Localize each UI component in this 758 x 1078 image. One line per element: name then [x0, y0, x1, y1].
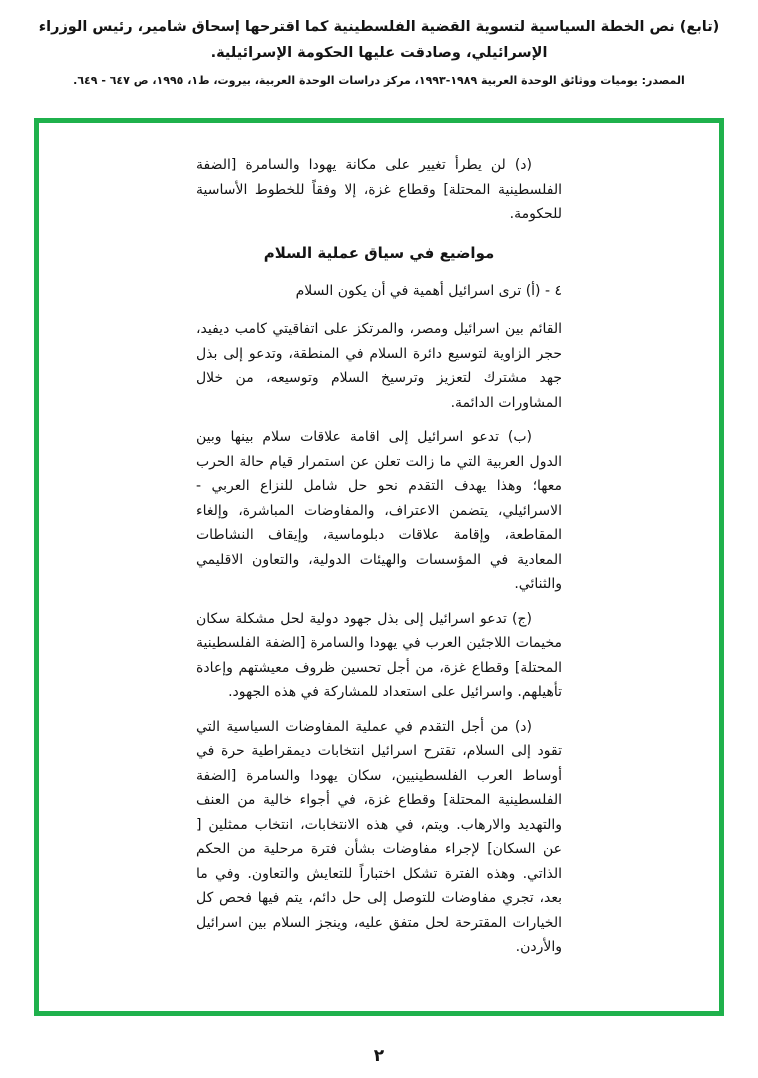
page-number: ٢ [373, 1046, 385, 1066]
paragraph-item-4a-body: القائم بين اسرائيل ومصر، والمرتكز على اتفاقيتي كامب ديفيد، حجر الزاوية لتوسيع دائرة السلام في المنطقة، وتدعو إلى بذل جهد مشترك لتعزيز وترسيخ السلام وتوسيعه، من خلال المشاورات الدائمة. [196, 321, 562, 411]
source-citation-line: المصدر: يوميات ووثائق الوحدة العربية ١٩٨٩-١٩٩٣، مركز دراسات الوحدة العربية، بيروت، ط١، ١٩٩٥، ص ٦٤٧ - ٦٤٩. [73, 74, 685, 88]
text-column [196, 153, 562, 960]
section-heading: مواضيع في سياق عملية السلام [263, 243, 495, 262]
document-title: (تابع) نص الخطة السياسية لتسوية القضية الفلسطينية كما اقترحها إسحاق شامير، رئيس الوزراء الإسرائيلي، وصادقت عليها الحكومة الإسرائيلية. [38, 19, 720, 62]
paragraph-clause-j: (ج) تدعو اسرائيل إلى بذل جهود دولية لحل مشكلة سكان مخيمات اللاجئين العرب في يهودا والسامرة [الضفة الفلسطينية المحتلة] وقطاع غزة، من أجل تحسين ظروف معيشتهم وإعادة تأهيلهم. واسرائيل على استعداد للمشاركة في هذه الجهود. [196, 610, 562, 700]
document-header [0, 0, 758, 90]
content-border-box [34, 118, 724, 1016]
paragraph-clause-d2: (د) من أجل التقدم في عملية المفاوضات السياسية التي تقود إلى السلام، تقترح اسرائيل انتخابات ديمقراطية حرة في أوساط العرب الفلسطينيين، سكان يهودا والسامرة [الضفة الفلسطينية المحتلة] وقطاع غزة، في أجواء خالية من العنف والتهديد والارهاب. ويتم، في هذه الانتخابات، انتخاب ممثلين [ عن السكان] لإجراء مفاوضات بشأن فترة مرحلية من الحكم الذاتي. وهذه الفترة تشكل اختباراً للتعايش والتعاون. وفي ما بعد، تجري مفاوضات للتوصل إلى حل دائم، يتم فيها فحص كل الخيارات المقترحة لحل متفق عليه، وينجز السلام بين اسرائيل والأردن. [196, 718, 562, 955]
paragraph-item-4a-lead: ٤ - (أ) ترى اسرائيل أهمية في أن يكون السلام [295, 282, 562, 299]
paragraph-clause-d1: (د) لن يطرأ تغيير على مكانة يهودا والسامرة [الضفة الفلسطينية المحتلة] وقطاع غزة، إلا وفقاً للخطوط الأساسية للحكومة. [196, 157, 562, 222]
page-footer [0, 1046, 758, 1066]
paragraph-clause-b: (ب) تدعو اسرائيل إلى اقامة علاقات سلام بينها وبين الدول العربية التي ما زالت تعلن عن استمرار قيام حالة الحرب معها؛ وهذا يهدف التقدم نحو حل شامل للنزاع العربي - الاسرائيلي، يتضمن الاعتراف، والمفاوضات المباشرة، وإلغاء المقاطعة، وإقامة علاقات دبلوماسية، وإيقاف النشاطات المعادية في المؤسسات والهيئات الدولية، والتعاون الاقليمي والثنائي. [196, 429, 562, 592]
